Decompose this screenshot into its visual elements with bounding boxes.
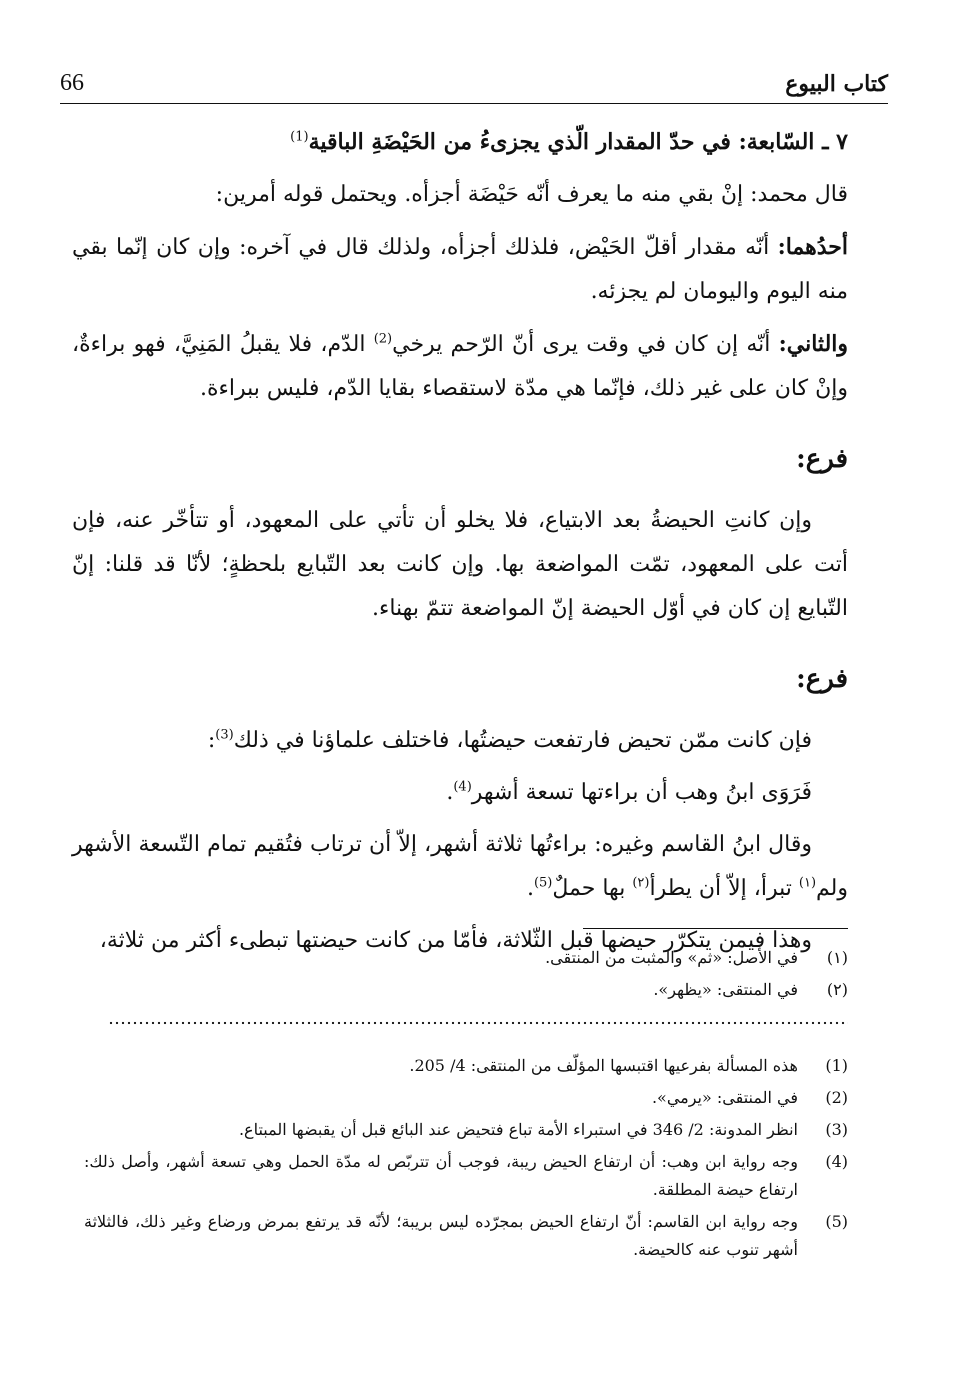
- paragraph-ibn-wahb: [72, 771, 848, 815]
- footnote-number: (5): [825, 1212, 848, 1231]
- paragraph-second-option: [72, 322, 848, 411]
- paragraph-text: أنّه إن كان في وقت يرى أنّ الرّحم يرخي: [392, 332, 779, 357]
- book-title: كتاب البيوع: [785, 71, 888, 97]
- footnote-text: هذه المسألة بفرعيها اقتبسها المؤلّف من المنتقى: 4/ 205.: [409, 1056, 798, 1075]
- main-text: [72, 120, 848, 971]
- paragraph-text: وقال ابنُ القاسم وغيره: براءتُها ثلاثة أشهر، إلاّ أن ترتاب فتُقيم تمام التّسعة الأشهر ولم: [72, 832, 848, 901]
- footnote-item: [84, 1052, 848, 1080]
- paragraph-seventh-issue: [72, 120, 848, 165]
- punctuation: .: [526, 876, 534, 901]
- option-label: والثاني:: [778, 331, 849, 357]
- footnote-marker: (٢): [632, 875, 650, 891]
- footnote-number: (2): [825, 1088, 848, 1107]
- footnote-item: [84, 944, 848, 972]
- footnote-item: [84, 1084, 848, 1112]
- option-label: أحدُهما:: [777, 234, 848, 260]
- dotted-separator: [108, 1020, 848, 1030]
- footnote-item: [84, 1116, 848, 1144]
- paragraph-text: الدّم، فلا يقبلُ المَنِيَّ، فهو براءةٌ، وإنْ كان على غير ذلك، فإنّما هي مدّة لاستقصاء بقايا الدّم، فليس ببراءة.: [72, 332, 848, 401]
- footnote-marker: (1): [290, 129, 309, 145]
- paragraph-text: تبرأ، إلاّ أن يطرأ: [649, 876, 799, 901]
- footnote-number: (4): [825, 1152, 848, 1171]
- footnote-text: في الأصل: «ثم» والمثبت من المنتقى.: [545, 948, 798, 967]
- editor-footnotes: [84, 944, 848, 1008]
- paragraph-branch-one: [72, 499, 848, 631]
- paragraph-muhammad: [72, 173, 848, 217]
- footnote-text: وجه رواية ابن القاسم: أنّ ارتفاع الحيض بمجرّده ليس بريبة؛ لأنّه قد يرتفع بمرض ورضاع وغير ذلك، فالثلاثة أشهر تنوب عنه كالحيضة.: [84, 1212, 798, 1259]
- footnote-number: (1): [825, 1056, 848, 1075]
- paragraph-text: قال محمد: إنْ بقي منه ما يعرف أنّه حَيْضَة أجزأه. ويحتمل قوله أمرين:: [215, 182, 848, 207]
- footnote-marker: (١): [798, 875, 817, 891]
- running-header: [60, 64, 888, 104]
- punctuation: .: [446, 780, 454, 805]
- footnote-rule: [583, 928, 848, 929]
- footnote-text: في المنتقى: «يظهر».: [653, 980, 798, 999]
- footnote-text: في المنتقى: «يرمي».: [651, 1088, 798, 1107]
- footnote-item: [84, 1148, 848, 1204]
- paragraph-disagreement: [72, 719, 848, 763]
- footnote-text: انظر المدونة: 2/ 346 في استبراء الأمة تباع فتحيض عند البائع قبل أن يقبضها المبتاع.: [238, 1120, 798, 1139]
- footnote-text: وجه رواية ابن وهب: أن ارتفاع الحيض ريبة، فوجب أن تتربّص له مدّة الحمل وهي تسعة أشهر، وأصل ذلك: ارتفاع حيضة المطلقة.: [84, 1152, 798, 1199]
- paragraph-ibn-al-qasim: [72, 823, 848, 911]
- author-footnotes: [84, 1052, 848, 1268]
- punctuation: :: [207, 728, 216, 753]
- branch-heading: فرع:: [796, 444, 848, 474]
- paragraph-text: أنّه مقدار أقلّ الحَيْض، فلذلك أجزأه، ولذلك قال في آخره: وإن كان إنّما بقي منه اليوم واليومان لم يجزئه.: [72, 235, 848, 304]
- footnote-number: (3): [825, 1120, 848, 1139]
- footnote-item: [84, 1208, 848, 1264]
- paragraph-text: وهذا فيمن يتكرّر حيضها قبل الثّلاثة، فأمّا من كانت حيضتها تبطىء أكثر من ثلاثة،: [99, 928, 812, 953]
- footnote-number: (١): [826, 948, 848, 967]
- footnote-marker: (2): [373, 331, 393, 347]
- paragraph-first-option: [72, 225, 848, 314]
- footnote-marker: (5): [533, 875, 553, 891]
- paragraph-text: وإن كانتِ الحيضةُ بعد الابتياع، فلا يخلو أن تأتي على المعهود، أو تتأخّر عنه، فإن أتت على المعهود، تمّت المواضعة بها. وإن كانت بعد التّبايع بلحظةٍ؛ لأنّا قد قلنا: إنّ التّبايع إن كان في أوّل الحيضة إنّ المواضعة تتمّ بهناء.: [72, 508, 848, 621]
- branch-heading: فرع:: [796, 664, 848, 694]
- footnote-item: [84, 976, 848, 1004]
- footnote-marker: (4): [453, 779, 472, 795]
- paragraph-text: فَرَوَى ابنُ وهب أن براءتها تسعة أشهر: [471, 780, 812, 805]
- paragraph-text: بها حملٌ: [552, 876, 633, 901]
- footnote-marker: (3): [215, 727, 234, 743]
- paragraph-text: فإن كانت ممّن تحيض فارتفعت حيضتُها، فاختلف علماؤنا في ذلك: [233, 728, 812, 753]
- page-number: 66: [60, 70, 84, 96]
- footnote-number: (٢): [826, 980, 848, 999]
- issue-heading: ٧ ـ السّابعة: في حدّ المقدار الّذي يجزىءُ من الحَيْضَةِ الباقية: [308, 129, 848, 155]
